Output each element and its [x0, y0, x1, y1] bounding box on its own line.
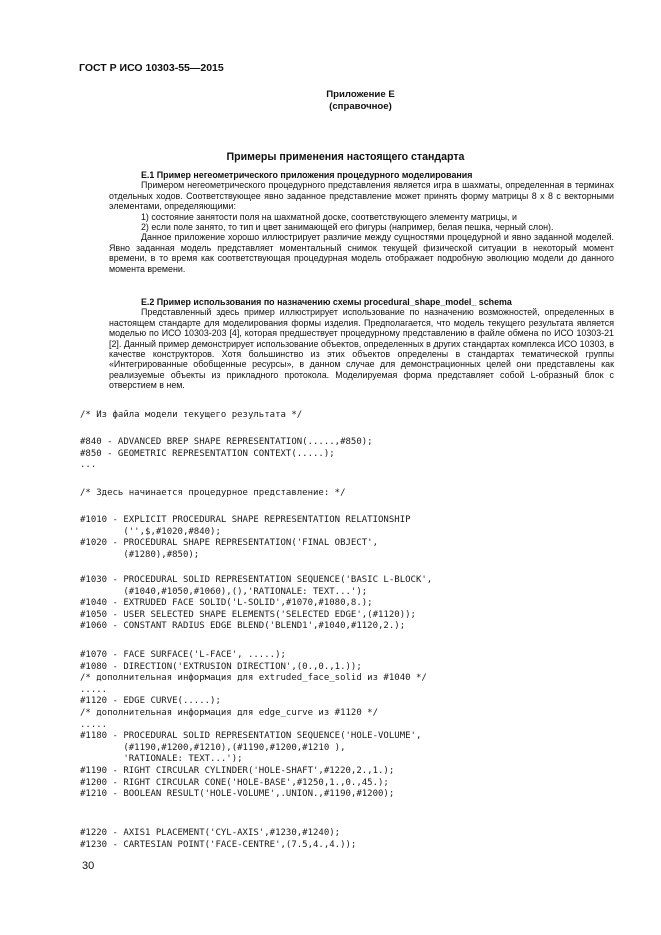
code-line: ...: [80, 460, 97, 471]
section-e1-list-item-1: 1) состояние занятости поля на шахматной доске, соответствующего элементу матрицы, и: [141, 211, 517, 222]
section-e1-heading: Е.1 Пример негеометрического приложения процедурного моделирования: [141, 170, 473, 180]
code-line: #1050 - USER SELECTED SHAPE ELEMENTS('SELECTED EDGE',(#1120));: [80, 609, 416, 620]
code-line: #1030 - PROCEDURAL SOLID REPRESENTATION SEQUENCE('BASIC L-BLOCK',: [80, 575, 433, 585]
code-line: #1220 - AXIS1 PLACEMENT('CYL-AXIS',#1230,#1240);: [80, 828, 341, 838]
page-title: Примеры применения настоящего стандарта: [226, 151, 465, 163]
code-line: .....: [80, 684, 108, 695]
section-e2: [109, 297, 614, 391]
code-line: 'RATIONALE: TEXT...');: [80, 754, 243, 765]
section-e1: [109, 170, 614, 274]
section-e2-paragraph-1: Представленный здесь пример иллюстрирует использование по назначению возможностей, определенных в настоящем стандарте для моделирования формы изделия. Предполагается, что модель текущего результата является моделью по ИСО 10303-203 [4], которая предшествует процедурному представлению в файле обмена по ИСО 10303-21 [2]. Данный пример демонстрирует использование объектов, определенных в других стандартах комплекса ИСО 10303, в качестве конструкторов. Хотя большинство из этих объектов определены в стандартах тематической группы «Интегрированные обобщенные ресурсы», в данном случае для демонстрационных целей они представлены как реализуемые объекты из прикладного протокола. Моделируемая форма представляет собой L-образный блок с отверстием в нем.: [109, 307, 614, 391]
code-line: #1040 - EXTRUDED FACE SOLID('L-SOLID',#1070,#1080,8.);: [80, 598, 373, 609]
code-line: ('',$,#1020,#840);: [80, 526, 221, 537]
code-block-6: [80, 650, 427, 801]
code-block-3: [80, 488, 346, 500]
code-block-7: [80, 828, 356, 851]
code-block-4: [80, 515, 411, 561]
code-line: #1070 - FACE SURFACE('L-FACE', .....);: [80, 650, 286, 660]
code-line: #1120 - EDGE CURVE(.....);: [80, 696, 221, 707]
annex-label: Приложение Е: [326, 89, 395, 100]
code-block-2: [80, 437, 373, 472]
code-line: #850 - GEOMETRIC REPRESENTATION CONTEXT(.....);: [80, 448, 335, 459]
code-line: /* дополнительная информация для extruded_face_solid из #1040 */: [80, 673, 427, 684]
document-standard-id: ГОСТ Р ИСО 10303-55—2015: [79, 62, 224, 74]
section-e2-heading: Е.2 Пример использования по назначению схемы procedural_shape_model_ schema: [141, 297, 512, 307]
page-number: 30: [82, 860, 95, 872]
code-line: .....: [80, 719, 108, 730]
code-line: #1230 - CARTESIAN POINT('FACE-CENTRE',(7.5,4.,4.));: [80, 839, 357, 850]
code-line: (#1040,#1050,#1060),(),'RATIONALE: TEXT...');: [80, 586, 368, 597]
code-block-5: [80, 575, 432, 633]
code-line: #1210 - BOOLEAN RESULT('HOLE-VOLUME',.UNION.,#1190,#1200);: [80, 789, 395, 800]
code-line: #1200 - RIGHT CIRCULAR CONE('HOLE-BASE',#1250,1.,0.,45.);: [80, 777, 389, 788]
code-block-1: [80, 410, 302, 422]
code-line: /* Из файла модели текущего результата */: [80, 410, 303, 420]
code-line: (#1190,#1200,#1210),(#1190,#1200,#1210 ),: [80, 742, 346, 753]
code-line: #1010 - EXPLICIT PROCEDURAL SHAPE REPRESENTATION RELATIONSHIP: [80, 515, 411, 525]
section-e1-list-item-2: 2) если поле занято, то тип и цвет занимающей его фигуры (например, белая пешка, черный слон).: [141, 222, 554, 233]
annex-type: (справочное): [329, 101, 392, 112]
section-e1-paragraph-1: Примером негеометрического процедурного представления является игра в шахматы, определенная в терминах отдельных ходов. Соответствующее явно заданное представление может принять форму матрицы 8 х 8 с векторными элементами, определяющими:: [109, 180, 614, 212]
code-line: #1180 - PROCEDURAL SOLID REPRESENTATION SEQUENCE('HOLE-VOLUME',: [80, 731, 422, 742]
code-line: (#1280),#850);: [80, 549, 200, 560]
code-line: /* Здесь начинается процедурное представление: */: [80, 488, 346, 498]
code-line: /* дополнительная информация для edge_curve из #1120 */: [80, 707, 379, 718]
code-line: #1190 - RIGHT CIRCULAR CYLINDER('HOLE-SHAFT',#1220,2.,1.);: [80, 765, 395, 776]
code-line: #1020 - PROCEDURAL SHAPE REPRESENTATION('FINAL OBJECT',: [80, 538, 379, 549]
section-e1-paragraph-2: Данное приложение хорошо иллюстрирует различие между сущностями процедурной и явно заданной моделей. Явно заданная модель представляет моментальный снимок текущей физической ситуации в некоторый момент времени, в то время как соответствующая процедурная модель отображает подробную эволюцию модели до данного момента времени.: [109, 232, 614, 274]
code-line: #840 - ADVANCED BREP SHAPE REPRESENTATION(.....,#850);: [80, 437, 373, 447]
code-line: #1080 - DIRECTION('EXTRUSION DIRECTION',(0.,0.,1.));: [80, 661, 362, 672]
code-line: #1060 - CONSTANT RADIUS EDGE BLEND('BLEND1',#1040,#1120,2.);: [80, 621, 406, 632]
